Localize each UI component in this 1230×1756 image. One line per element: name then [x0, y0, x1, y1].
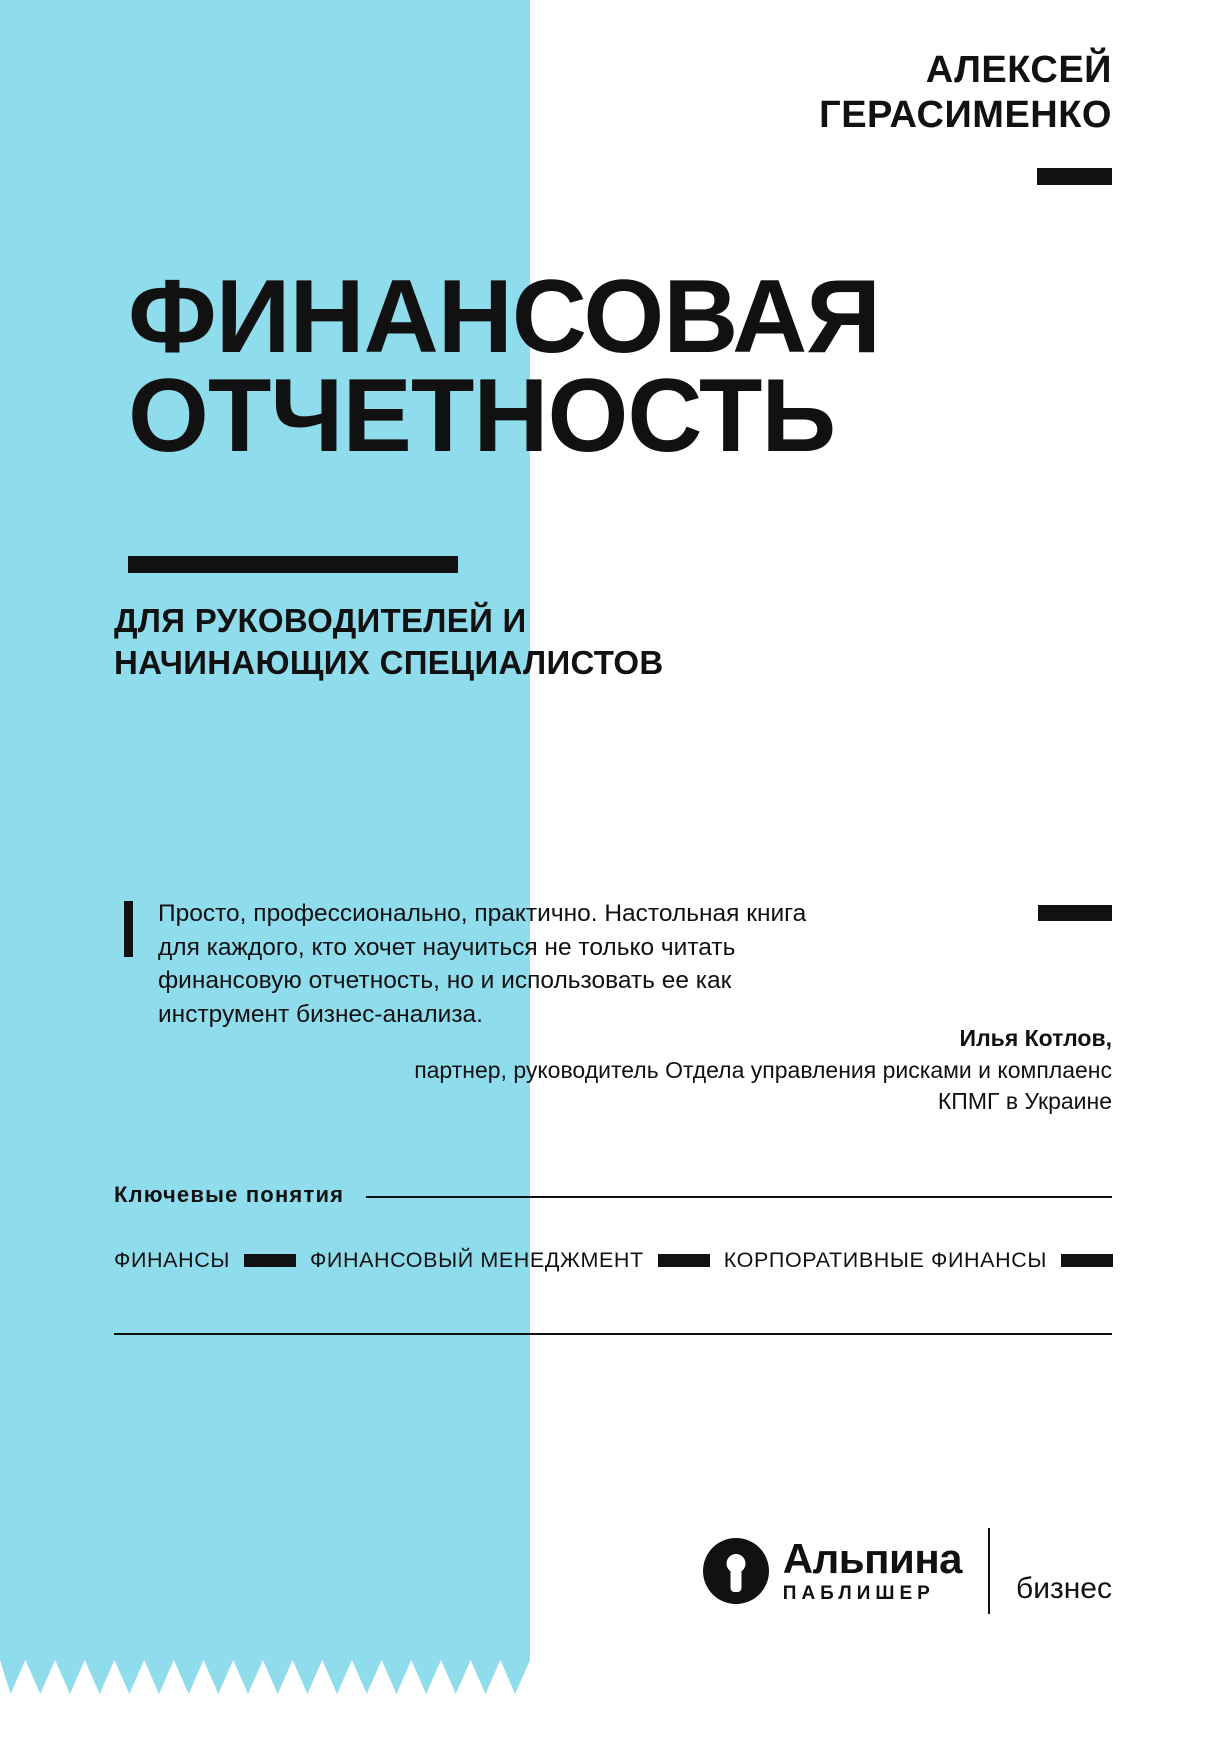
keyword-item-1: ФИНАНСЫ	[114, 1248, 230, 1272]
publisher-name: Альпина	[782, 1534, 963, 1582]
keywords-row	[114, 1248, 1114, 1273]
author-last-name: ГЕРАСИМЕНКО	[819, 93, 1112, 136]
title-line-2: ОТЧЕТНОСТЬ	[128, 357, 836, 474]
keyword-separator-icon	[244, 1254, 296, 1267]
keyword-item-3: КОРПОРАТИВНЫЕ ФИНАНСЫ	[723, 1248, 1048, 1272]
quote-accent-bar	[124, 901, 133, 957]
author-rule-decoration	[1037, 168, 1112, 185]
keywords-rule-bottom	[114, 1333, 1112, 1335]
publisher-subname: ПАБЛИШЕР	[782, 1582, 935, 1604]
subtitle: ДЛЯ РУКОВОДИТЕЛЕЙ И НАЧИНАЮЩИХ СПЕЦИАЛИСТОВ	[114, 602, 664, 682]
quote-text: Просто, профессионально, практично. Настольная книга для каждого, кто хочет научиться не только читать финансовую отчетность, но и использовать ее как инструмент бизнес-анализа.	[158, 900, 807, 1028]
quote-attribution-name: Илья Котлов,	[959, 1025, 1112, 1051]
author-first-name: АЛЕКСЕЙ	[925, 49, 1112, 91]
title-rule-decoration	[128, 556, 458, 573]
keyword-separator-icon	[1061, 1254, 1113, 1267]
series-name: бизнес	[1016, 1572, 1112, 1605]
quote-attribution-role: партнер, руководитель Отдела управления рисками и комплаенс КПМГ в Украине	[414, 1057, 1112, 1115]
page-title	[128, 259, 1128, 474]
keywords-rule-top	[366, 1196, 1112, 1198]
publisher-wordmark	[782, 1534, 963, 1605]
publisher-logo	[703, 1528, 1112, 1614]
keywords-label: Ключевые понятия	[114, 1182, 345, 1207]
keyword-item-2: ФИНАНСОВЫЙ МЕНЕДЖМЕНТ	[309, 1248, 644, 1272]
author-name	[819, 48, 1112, 138]
alpina-mark-icon	[703, 1538, 769, 1604]
cyan-background-panel	[0, 0, 530, 1660]
zigzag-edge-decoration	[0, 1660, 530, 1694]
quote-dash-decoration	[1038, 905, 1112, 921]
keyword-separator-icon	[658, 1254, 710, 1267]
logo-divider	[988, 1528, 990, 1614]
title-line-1: ФИНАНСОВАЯ	[128, 259, 881, 375]
